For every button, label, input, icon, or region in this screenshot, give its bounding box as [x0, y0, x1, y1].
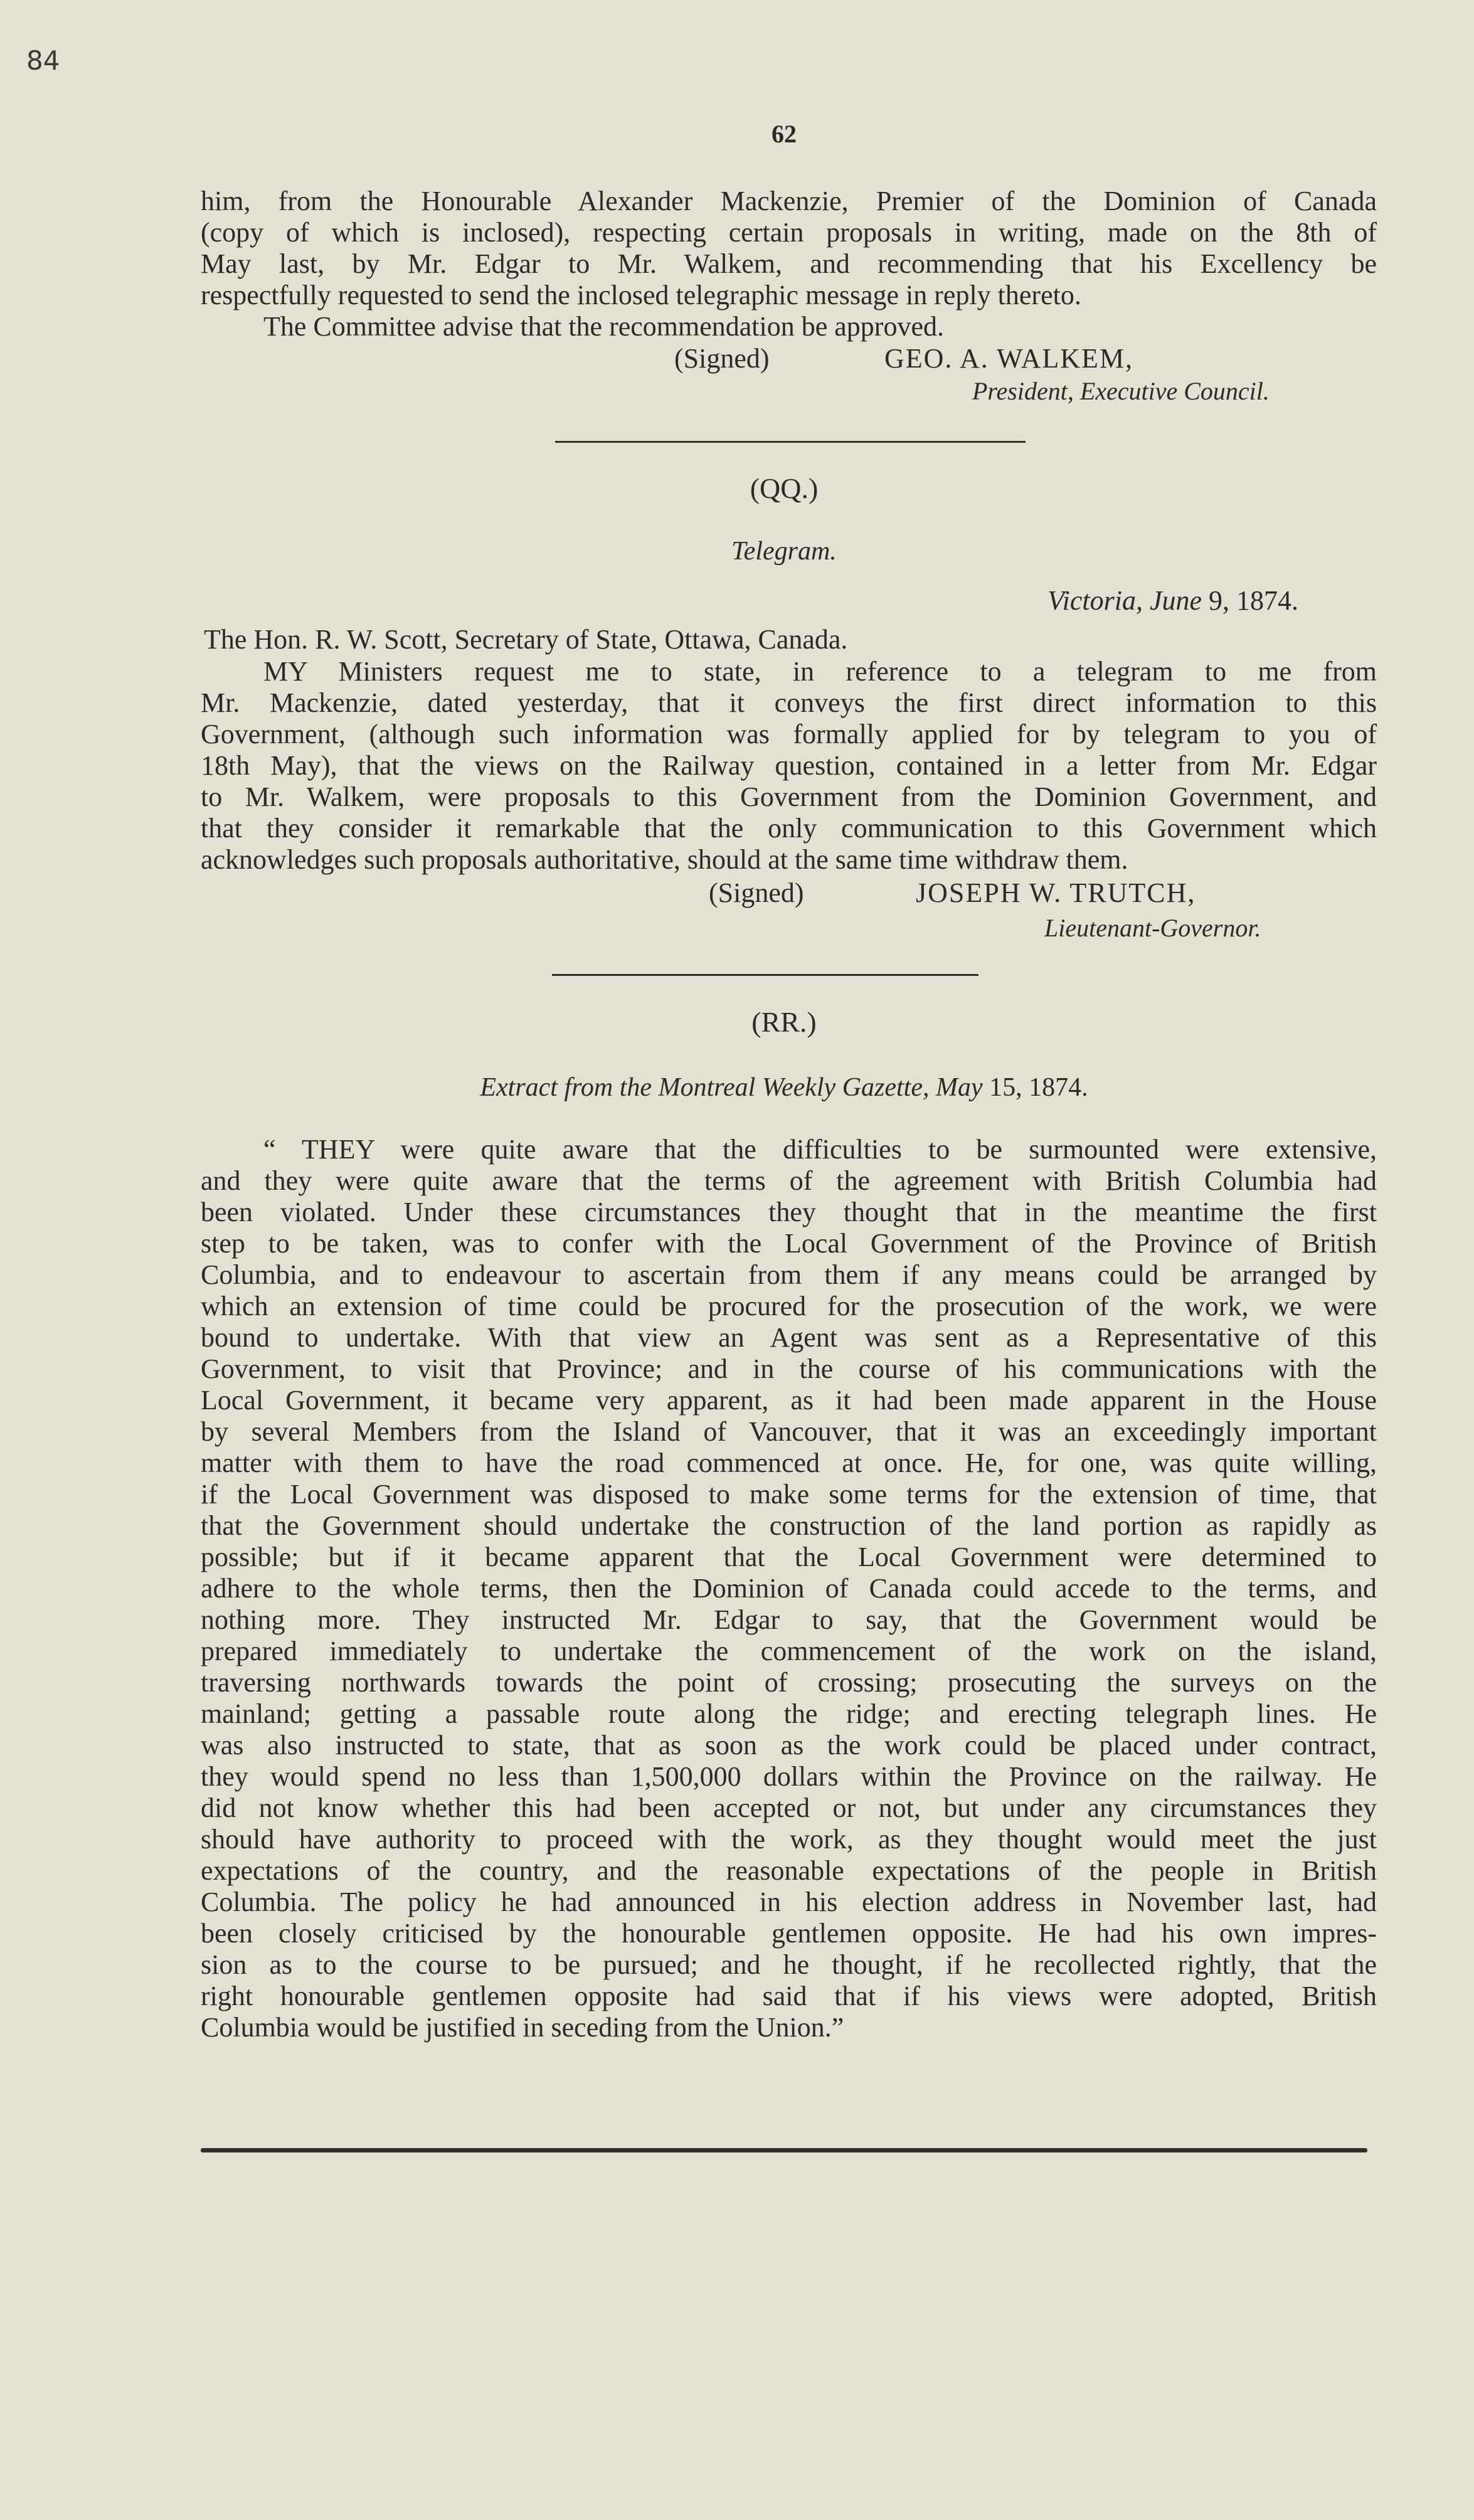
rr-line-16: nothing more. They instructed Mr. Edgar to say, that the Government would be	[201, 1604, 1377, 1635]
qq-line-7: acknowledges such proposals authoritative, should at the same time withdraw them.	[201, 844, 1128, 875]
qq-line-1: MY Ministers request me to state, in reference to a telegram to me from	[263, 656, 1377, 687]
qq-line-6: that they consider it remarkable that the only communication to this Government which	[201, 813, 1377, 844]
qq-addressee: The Hon. R. W. Scott, Secretary of State, Ottawa, Canada.	[204, 624, 848, 655]
rr-line-15: adhere to the whole terms, then the Dominion of Canada could accede to the terms, and	[201, 1573, 1377, 1604]
qq-signer-title: Lieutenant-Governor.	[1044, 914, 1261, 942]
rr-line-14: possible; but if it became apparent that the Local Government were determined to	[201, 1542, 1377, 1572]
rr-subheading-source: Extract from the Montreal Weekly Gazette, May	[480, 1073, 983, 1102]
rr-line-25: Columbia. The policy he had announced in his election address in November last, had	[201, 1887, 1377, 1917]
rr-line-9: Local Government, it became very apparent, as it had been made apparent in the House	[201, 1385, 1377, 1416]
rr-line-1: “ THEY were quite aware that the difficulties to be surmounted were extensive,	[263, 1134, 1377, 1165]
section-divider-2	[552, 974, 978, 976]
rr-line-17: prepared immediately to undertake the commencement of the work on the island,	[201, 1636, 1377, 1666]
page-number: 62	[771, 120, 797, 148]
rr-line-12: if the Local Government was disposed to make some terms for the extension of time, that	[201, 1479, 1377, 1510]
qq-signed-label: (Signed)	[709, 877, 804, 908]
pp-signer-title: President, Executive Council.	[972, 377, 1270, 405]
rr-line-10: by several Members from the Island of Vancouver, that it was an exceedingly important	[201, 1416, 1377, 1447]
rr-line-6: which an extension of time could be procured for the prosecution of the work, we were	[201, 1291, 1377, 1321]
rr-line-27: sion as to the course to be pursued; and he thought, if he recollected rightly, that the	[201, 1949, 1377, 1980]
pp-line-4: respectfully requested to send the inclosed telegraphic message in reply thereto.	[201, 280, 1081, 310]
pp-line-5: The Committee advise that the recommendation be approved.	[263, 311, 944, 342]
closing-rule	[201, 2148, 1367, 2152]
rr-line-29: Columbia would be justified in seceding from the Union.”	[201, 2012, 844, 2043]
rr-line-24: expectations of the country, and the reasonable expectations of the people in British	[201, 1855, 1377, 1886]
rr-line-26: been closely criticised by the honourable gentlemen opposite. He had his own impres-	[201, 1918, 1377, 1949]
rr-line-7: bound to undertake. With that view an Agent was sent as a Representative of this	[201, 1322, 1377, 1353]
section-divider-1	[555, 441, 1026, 443]
qq-line-3: Government, (although such information was formally applied for by telegram to you of	[201, 719, 1377, 749]
rr-subheading-date: 15, 1874.	[989, 1073, 1088, 1102]
rr-line-22: did not know whether this had been accepted or not, but under any circumstances they	[201, 1792, 1377, 1823]
archive-page-number: 84	[26, 45, 60, 76]
rr-line-28: right honourable gentlemen opposite had said that if his views were adopted, British	[201, 1981, 1377, 2011]
qq-date: 9, 1874.	[1209, 585, 1298, 616]
rr-subheading	[0, 1072, 1474, 1103]
pp-line-3: May last, by Mr. Edgar to Mr. Walkem, and recommending that his Excellency be	[201, 248, 1377, 279]
qq-line-2: Mr. Mackenzie, dated yesterday, that it conveys the first direct information to this	[201, 687, 1377, 718]
pp-line-1: him, from the Honourable Alexander Mackenzie, Premier of the Dominion of Canada	[201, 186, 1377, 216]
rr-line-13: that the Government should undertake the construction of the land portion as rapidly as	[201, 1510, 1377, 1541]
pp-signed-label: (Signed)	[674, 343, 770, 374]
rr-line-2: and they were quite aware that the terms of the agreement with British Columbia had	[201, 1165, 1377, 1196]
rr-line-23: should have authority to proceed with the work, as they thought would meet the just	[201, 1824, 1377, 1855]
qq-signer-name: JOSEPH W. TRUTCH,	[916, 877, 1196, 908]
rr-line-5: Columbia, and to endeavour to ascertain from them if any means could be arranged by	[201, 1259, 1377, 1290]
qq-dateline	[1047, 585, 1298, 617]
pp-line-2: (copy of which is inclosed), respecting certain proposals in writing, made on the 8th of	[201, 217, 1377, 248]
rr-line-19: mainland; getting a passable route along the ridge; and erecting telegraph lines. He	[201, 1698, 1377, 1729]
qq-line-4: 18th May), that the views on the Railway question, contained in a letter from Mr. Edgar	[201, 750, 1377, 781]
rr-line-3: been violated. Under these circumstances they thought that in the meantime the first	[201, 1197, 1377, 1227]
rr-line-8: Government, to visit that Province; and in the course of his communications with the	[201, 1353, 1377, 1384]
rr-line-20: was also instructed to state, that as soon as the work could be placed under contract,	[201, 1730, 1377, 1760]
rr-line-11: matter with them to have the road commenced at once. He, for one, was quite willing,	[201, 1448, 1377, 1478]
qq-heading: (QQ.)	[750, 472, 819, 504]
rr-line-21: they would spend no less than 1,500,000 dollars within the Province on the railway. He	[201, 1761, 1377, 1792]
rr-line-18: traversing northwards towards the point of crossing; prosecuting the surveys on the	[201, 1667, 1377, 1698]
pp-signer-name: GEO. A. WALKEM,	[884, 343, 1134, 374]
rr-heading: (RR.)	[751, 1006, 817, 1038]
qq-place: Victoria, June	[1047, 585, 1202, 616]
qq-line-5: to Mr. Walkem, were proposals to this Government from the Dominion Government, and	[201, 781, 1377, 812]
rr-line-4: step to be taken, was to confer with the Local Government of the Province of British	[201, 1228, 1377, 1259]
qq-subheading: Telegram.	[731, 537, 837, 566]
